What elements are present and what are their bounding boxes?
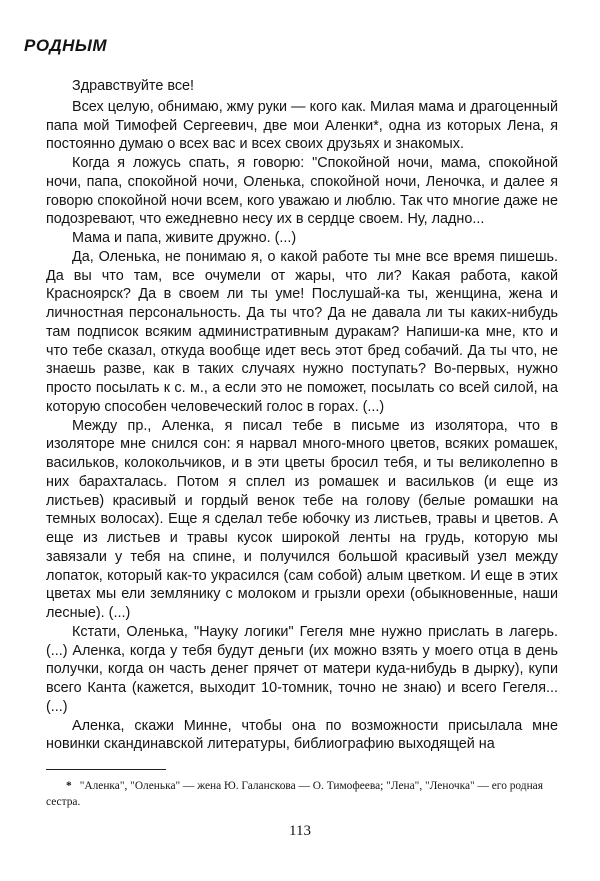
paragraph: Кстати, Оленька, "Науку логики" Гегеля мне нужно прислать в лагерь. (...) Аленка, когда у тебя будут деньги (их можно взять у моего отца в день получки, когда он часть денег прячет от матери куда-нибудь в дырку), купи всего Канта (кажется, выходит 10-томник, точно не знаю) и всего Гегеля... (...) <box>46 623 558 715</box>
footnote-divider <box>46 769 166 770</box>
letter-heading: РОДНЫМ <box>24 36 108 55</box>
paragraph: Всех целую, обнимаю, жму руки — кого как. Милая мама и драгоценный папа мой Тимофей Сергеевич, две мои Аленки*, одна из которых Лена, я постоянно думаю о всех вас и всех своих друзьях и знакомых. <box>46 98 558 153</box>
paragraph: Между пр., Аленка, я писал тебе в письме из изолятора, что в изоляторе мне снился сон: я нарвал много-много цветов, всяких ромашек, васильков, колокольчиков, и в эти цветы бросил тебя, и ты великолепно в них барахталась. Потом я сплел из ромашек и васильков (и еще из листьев) красивый и гордый венок тебе на голову (белые ромашки на темных волосах). Еще я сделал тебе юбочку из листьев, травы и цветов. А еще из листьев и травы кусок широкой ленты на грудь, которую мы завязали у тебя на спине, и получился большой красивый узел между лопаток, который как-то украсился (сам собой) алым цветком. И еще в этих цветах мы ели землянику с молоком и грызли орехи (обыкновенные, наши лесные). (...) <box>46 417 558 621</box>
page-number: 113 <box>289 823 311 839</box>
footnote <box>46 778 558 810</box>
letter-body <box>46 77 558 754</box>
paragraph: Да, Оленька, не понимаю я, о какой работе ты мне все время пишешь. Да вы что там, все очумели от жары, что ли? Какая работа, какой Красноярск? Да в своем ли ты уме! Послушай-ка ты, женщина, жена и личностная персональность. Да ты что? Да не давала ли ты каких-нибудь там подписок всяким административным дуракам? Напиши-ка мне, кто и что тебе сказал, откуда вообще идет весь этот бред собачий. Да ты что, не знаешь разве, как в таких случаях нужно поступать? Во-первых, нужно просто посылать к с. м., а если это не поможет, посылать со всей силой, на которую способен человеческий голос в горах. (...) <box>46 248 558 415</box>
paragraph: Мама и папа, живите дружно. (...) <box>72 230 297 246</box>
paragraph-greeting: Здравствуйте все! <box>72 78 195 94</box>
footnote-marker: * <box>66 780 72 792</box>
paragraph: Когда я ложусь спать, я говорю: "Спокойной ночи, мама, спокойной ночи, папа, спокойной ночи, Оленька, спокойной ночи, Леночка, и далее я говорю спокойной ночи всем, кого уважаю и люблю. Так что многие даже не подозревают, что ежедневно несу их в сердце своем. Ну, ладно... <box>46 155 558 228</box>
footnote-text: "Аленка", "Оленька" — жена Ю. Галанскова — О. Тимофеева; "Лена", "Леночка" — его родная сестра. <box>46 780 543 808</box>
paragraph: Аленка, скажи Минне, чтобы она по возможности присылала мне новинки скандинавской литературы, библиографию выходящей на <box>46 717 558 753</box>
